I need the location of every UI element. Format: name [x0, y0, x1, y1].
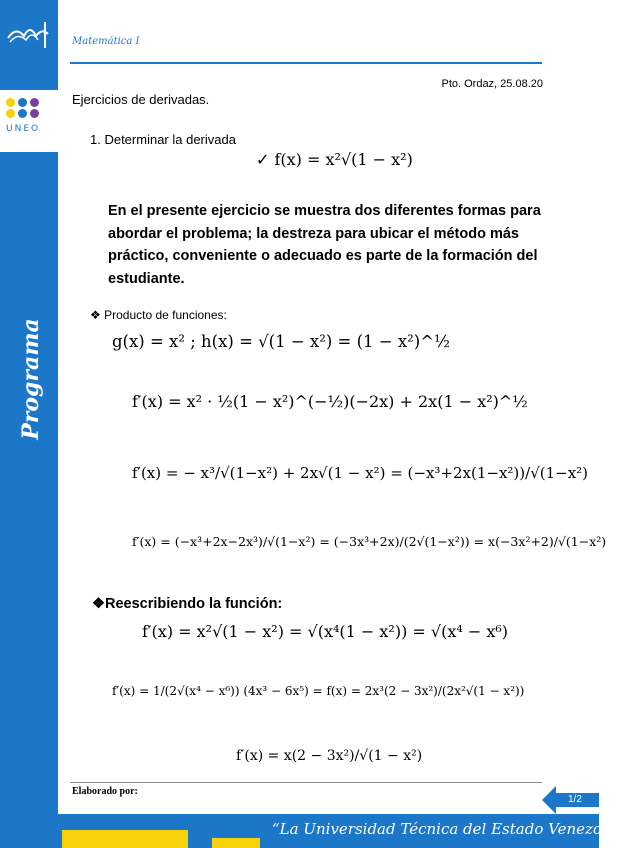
place-date: Pto. Ordaz, 25.08.20 [441, 78, 543, 90]
institution-logo-icon [6, 18, 52, 52]
equation-derivative-1: f′(x) = x² · ½(1 − x²)^(−½)(−2x) + 2x(1 − x²)^½ [132, 392, 528, 411]
footer-accent-1 [62, 830, 188, 848]
equation-rewrite-3: f′(x) = x(2 − 3x²)/√(1 − x²) [236, 748, 423, 764]
equation-derivative-3: f′(x) = (−x³+2x−2x³)/√(1−x²) = (−3x³+2x)/(2√(1−x²)) = x(−3x²+2)/√(1−x²) [132, 534, 607, 549]
course-name: Matemática I [72, 36, 140, 47]
given-function: ✓ f(x) = x²√(1 − x²) [256, 150, 413, 169]
footer-divider [70, 782, 542, 783]
sidebar [0, 0, 58, 848]
footer-accent-2 [212, 838, 260, 848]
header-divider [70, 62, 542, 64]
section-rewrite: ❖Reescribiendo la función: [92, 596, 283, 612]
equation-rewrite-1: f′(x) = x²√(1 − x²) = √(x⁴(1 − x²)) = √(x⁴ − x⁶) [142, 622, 509, 641]
equation-g-h: g(x) = x² ; h(x) = √(1 − x²) = (1 − x²)^½ [112, 332, 451, 351]
intro-paragraph: En el presente ejercicio se muestra dos diferentes formas para abordar el problema; la destreza para ubicar el método más práctico, conveniente o adecuado es parte de la formación del estudiante. [108, 203, 541, 287]
university-motto: “La Universidad Técnica del Estado Venezolano” [272, 820, 642, 838]
page-number: 1/2 [568, 794, 582, 805]
sidebar-label: Programa [18, 318, 44, 440]
logo-text: UNEO [6, 124, 41, 134]
page-title: Ejercicios de derivadas. [72, 92, 210, 107]
uned-logo [0, 90, 58, 152]
section-product: ❖ Producto de funciones: [90, 308, 227, 322]
equation-derivative-2: f′(x) = − x³/√(1−x²) + 2x√(1 − x²) = (−x³+2x(1−x²))/√(1−x²) [132, 464, 589, 482]
equation-rewrite-2: f′(x) = 1/(2√(x⁴ − x⁶)) (4x³ − 6x⁵) = f(x) = 2x³(2 − 3x²)/(2x²√(1 − x²)) [112, 684, 525, 698]
question-1: 1. Determinar la derivada [90, 132, 236, 147]
author-label: Elaborado por: [72, 786, 138, 797]
